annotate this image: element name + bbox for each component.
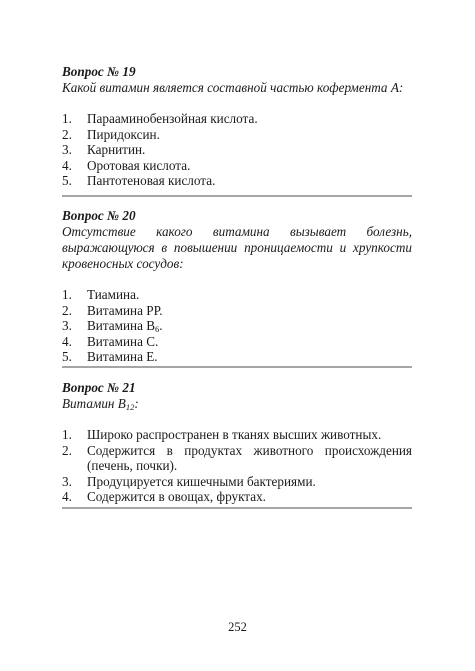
answer-number: 4. <box>62 157 72 173</box>
answer-number: 4. <box>62 489 72 505</box>
question-text: Какой витамин является составной частью кофермента А: <box>62 80 404 95</box>
answer-text: Содержится в продуктах животного происхождения (печень, почки). <box>87 442 412 474</box>
answer-item <box>62 173 412 189</box>
answer-text: Тиамина. <box>87 287 140 302</box>
question-text-main: Витамин В <box>62 396 126 411</box>
answer-number: 3. <box>62 318 72 334</box>
answer-list <box>62 287 412 365</box>
answer-text: Витамина РР. <box>87 302 163 318</box>
answer-item <box>62 427 412 443</box>
answer-text: Витамина Е. <box>87 349 158 365</box>
answer-item <box>62 142 412 158</box>
answer-number: 5. <box>62 173 72 189</box>
question-text-suffix: : <box>134 396 139 411</box>
vitamin-subscript: 12 <box>125 402 135 412</box>
section-divider <box>62 507 412 509</box>
answer-number: 3. <box>62 142 72 158</box>
answer-text: Продуцируется кишечными бактериями. <box>87 473 316 489</box>
answer-list <box>62 427 412 505</box>
answer-item <box>62 127 412 143</box>
answer-text: Оротовая кислота. <box>87 157 191 173</box>
answer-number: 5. <box>62 349 72 365</box>
question-text: Отсутствие какого витамина вызывает болезнь, выражающуюся в повышении проницаемости и хрупкости кровеносных сосудов: <box>62 224 412 271</box>
answer-text: Карнитин. <box>87 142 146 158</box>
answer-item <box>62 474 412 490</box>
answer-item <box>62 318 412 334</box>
question-20 <box>62 208 412 365</box>
section-divider <box>62 195 412 197</box>
page-number: 252 <box>228 620 247 634</box>
answer-list <box>62 111 412 189</box>
answer-item <box>62 303 412 319</box>
answer-number: 4. <box>62 333 72 349</box>
answer-number: 2. <box>62 126 72 142</box>
answer-text: Широко распространен в тканях высших животных. <box>87 427 382 442</box>
answer-item <box>62 349 412 365</box>
question-title: Вопрос № 21 <box>62 380 136 395</box>
question-19 <box>62 64 412 189</box>
answer-item <box>62 158 412 174</box>
question-title: Вопрос № 20 <box>62 208 136 223</box>
answer-text: Парааминобензойная кислота. <box>87 111 258 126</box>
answer-item <box>62 111 412 127</box>
answer-text: Витамина С. <box>87 333 159 349</box>
answer-item <box>62 443 412 474</box>
answer-number: 3. <box>62 473 72 489</box>
section-divider <box>62 366 412 368</box>
question-title: Вопрос № 19 <box>62 64 136 79</box>
answer-text: Пиридоксин. <box>87 126 160 142</box>
vitamin-subscript: 6 <box>155 324 160 335</box>
answer-item <box>62 489 412 505</box>
question-text <box>62 396 412 412</box>
answer-item <box>62 334 412 350</box>
answer-text: Содержится в овощах, фруктах. <box>87 489 266 505</box>
answer-number: 2. <box>62 442 72 458</box>
question-21 <box>62 380 412 505</box>
answer-item <box>62 287 412 303</box>
answer-number: 1. <box>62 427 72 442</box>
answer-number: 1. <box>62 287 72 302</box>
answer-text-suffix: . <box>159 318 163 334</box>
answer-number: 1. <box>62 111 72 126</box>
answer-text: Пантотеновая кислота. <box>87 173 216 189</box>
answer-text: Витамина В <box>87 318 156 334</box>
answer-number: 2. <box>62 302 72 318</box>
